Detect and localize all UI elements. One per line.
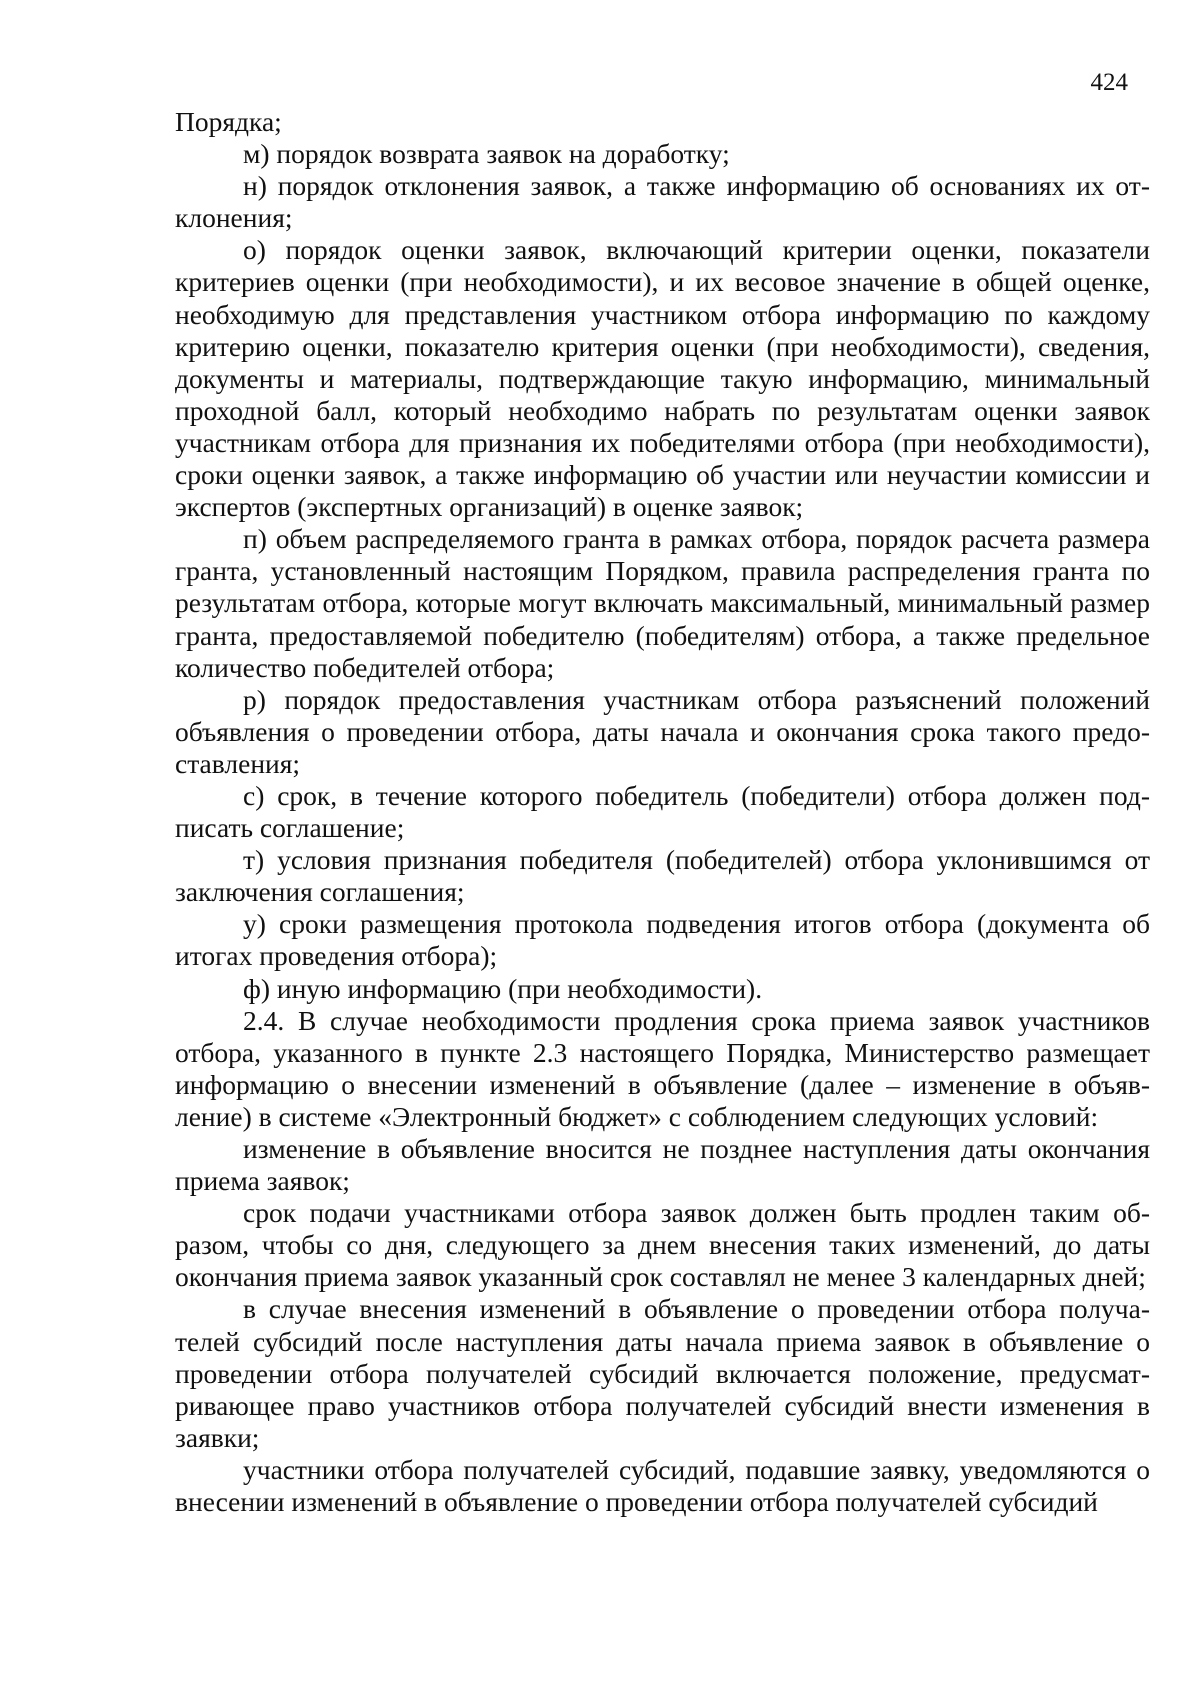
paragraph-item-n: н) порядок отклонения заявок, а также информацию об основаниях их отклонения;: [175, 170, 1150, 234]
paragraph-condition-1: изменение в объявление вносится не позднее наступления даты окончания приема заявок;: [175, 1133, 1150, 1197]
paragraph-item-o: о) порядок оценки заявок, включающий критерии оценки, показатели критериев оценки (при необходимости), и их весовое значение в общей оценке, необходимую для представления участником отбора информацию по каждому критерию оценки, показателю критерия оценки (при необходимости), сведения, документы и материалы, подтверждающие такую информацию, минимальный проходной балл, который необходимо набрать по результатам оценки заявок участникам отбора для признания их победителями отбора (при необходимости), сроки оценки заявок, а также информацию об участии или неучастии комиссии и экспертов (экспертных организаций) в оценке заявок;: [175, 234, 1150, 523]
paragraph: Порядка;: [175, 106, 282, 137]
document-body: [175, 106, 1150, 1518]
paragraph-item-u: у) сроки размещения протокола подведения итогов отбора (документа об итогах проведения отбора);: [175, 908, 1150, 972]
paragraph-item-m: м) порядок возврата заявок на доработку;: [243, 138, 730, 170]
paragraph-item-f: ф) иную информацию (при необходимости).: [243, 972, 763, 1004]
paragraph-condition-3: в случае внесения изменений в объявление о проведении отбора получателей субсидий после наступления даты начала приема заявок в объявление о проведении отбора получателей субсидий включается положение, предусматривающее право участников отбора получателей субсидий внести изменения в заявки;: [175, 1293, 1150, 1453]
paragraph-section-2-4: 2.4. В случае необходимости продления срока приема заявок участников отбора, указанного в пункте 2.3 настоящего Порядка, Министерство размещает информацию о внесении изменений в объявление (далее – изменение в объявление) в системе «Электронный бюджет» с соблюдением следующих условий:: [175, 1004, 1150, 1132]
page-number: 424: [1090, 69, 1128, 96]
paragraph-condition-4: участники отбора получателей субсидий, подавшие заявку, уведомляются о внесении изменений в объявление о проведении отбора получателей субсидий: [175, 1453, 1150, 1518]
paragraph-item-r: р) порядок предоставления участникам отбора разъяснений положений объявления о проведении отбора, даты начала и окончания срока такого предоставления;: [175, 683, 1150, 779]
paragraph-item-p: п) объем распределяемого гранта в рамках отбора, порядок расчета размера гранта, установленный настоящим Порядком, правила распределения гранта по результатам отбора, которые могут включать максимальный, минимальный размер гранта, предоставляемой победителю (победителям) отбора, а также предельное количество победителей отбора;: [175, 523, 1150, 683]
paragraph-item-s: с) срок, в течение которого победитель (победители) отбора должен подписать соглашение;: [175, 779, 1150, 844]
paragraph-condition-2: срок подачи участниками отбора заявок должен быть продлен таким образом, чтобы со дня, следующего за днем внесения таких изменений, до даты окончания приема заявок указанный срок составлял не менее 3 календарных дней;: [175, 1197, 1150, 1293]
paragraph-item-t: т) условия признания победителя (победителей) отбора уклонившимся от заключения соглашения;: [175, 844, 1150, 908]
